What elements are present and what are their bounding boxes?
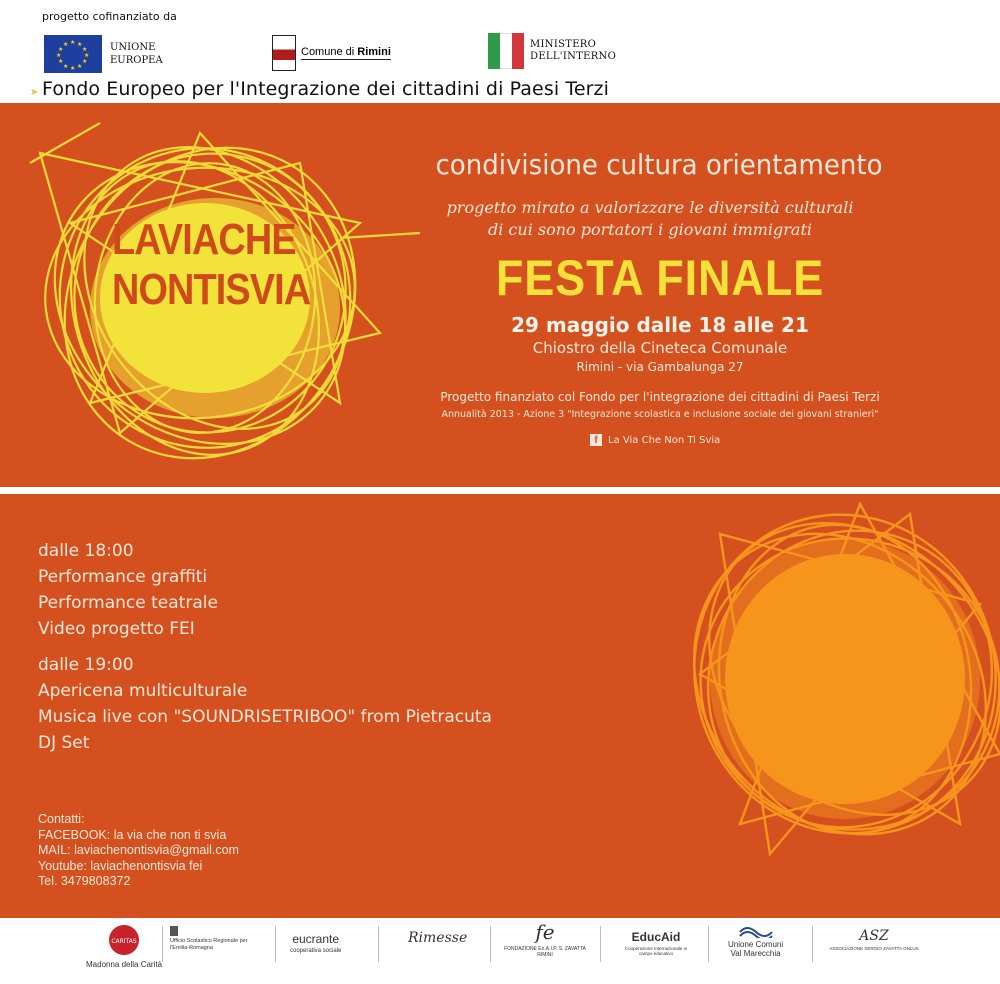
waves-icon	[738, 922, 774, 938]
annualita-note: Annualità 2013 - Azione 3 "Integrazione scolastica e inclusione sociale dei giovani stranieri"	[441, 409, 879, 420]
ministero-logo	[488, 33, 616, 69]
program-item: Performance graffiti	[38, 567, 208, 587]
contact-tel[interactable]: Tel. 3479808372	[38, 874, 131, 888]
arrow-icon: ➤	[30, 87, 39, 98]
ministero-label: MINISTERO	[530, 39, 597, 50]
fondazione-caption: FONDAZIONE En.A.I.P. S. ZAVATTA RIMINI	[504, 946, 586, 958]
ufficio-caption: Ufficio Scolastico Regionale per l'Emilia-Romagna	[170, 938, 248, 951]
ministero-label: DELL'INTERNO	[530, 51, 617, 62]
program-block-1	[38, 538, 218, 642]
orange-scribble-icon	[660, 494, 1000, 918]
emblem-icon	[170, 926, 178, 936]
eu-label: EUROPEA	[110, 55, 163, 66]
event-venue: Chiostro della Cineteca Comunale	[532, 339, 788, 357]
program-item: Video progetto FEI	[38, 619, 195, 639]
subtitle-line: di cui sono portatori i giovani immigrati	[487, 220, 813, 239]
valmarecchia-logo	[728, 922, 783, 958]
contact-facebook[interactable]: FACEBOOK: la via che non ti svia	[38, 827, 227, 842]
divider	[378, 926, 379, 962]
rimini-logo	[272, 35, 391, 71]
valmarecchia-caption: Val Marecchia	[730, 949, 781, 958]
program-panel	[0, 494, 1000, 918]
event-date: 29 maggio dalle 18 alle 21	[511, 313, 809, 337]
contact-youtube[interactable]: Youtube: laviachenontisvia fei	[38, 858, 203, 873]
asz-caption: ASSOCIAZIONE SERGIO ZAVATTA ONLUS	[829, 946, 919, 951]
logo-line: NONTISVIA	[112, 265, 311, 314]
divider	[600, 926, 601, 962]
cofinanced-label: progetto cofinanziato da	[42, 10, 177, 23]
valmarecchia-caption: Unione Comuni	[728, 940, 784, 949]
divider	[162, 926, 163, 962]
asz-logo	[826, 928, 922, 951]
divider	[708, 926, 709, 962]
program-item: Apericena multiculturale	[38, 681, 248, 701]
program-time: dalle 18:00	[38, 541, 134, 561]
divider	[275, 926, 276, 962]
logo-line: LAVIACHE	[112, 215, 296, 264]
event-address: Rimini - via Gambalunga 27	[576, 360, 744, 374]
subtitle-line: progetto mirato a valorizzare le diversità culturali	[446, 198, 854, 217]
caritas-caption: Madonna della Carità	[86, 960, 163, 969]
italian-flag-icon	[488, 33, 524, 69]
tagline: condivisione cultura orientamento	[435, 148, 883, 181]
facebook-icon: f	[590, 434, 602, 446]
divider	[812, 926, 813, 962]
facebook-link[interactable]	[590, 434, 720, 446]
rimini-label-bold: Rimini	[357, 46, 391, 58]
fund-title: Fondo Europeo per l'Integrazione dei cittadini di Paesi Terzi	[42, 78, 609, 100]
caritas-mark: CARITAS	[111, 938, 137, 945]
program-item: Performance teatrale	[38, 593, 218, 613]
fondazione-logo	[500, 920, 590, 958]
contact-mail[interactable]: MAIL: laviachenontisvia@gmail.com	[38, 843, 239, 857]
rimesse-logo	[408, 930, 467, 946]
caritas-cross-icon	[104, 922, 144, 958]
eucrante-caption: cooperativa sociale	[290, 948, 342, 954]
contacts	[38, 812, 239, 890]
ufficio-logo	[170, 926, 265, 952]
educaid-logo	[620, 930, 692, 956]
fondazione-mark: fe	[535, 920, 555, 944]
contacts-heading: Contatti:	[38, 812, 85, 826]
program-block-2	[38, 652, 492, 756]
eucrante-mark: eucrante	[292, 932, 340, 946]
divider	[490, 926, 491, 962]
eu-logo	[44, 35, 163, 73]
eu-label: UNIONE	[110, 42, 156, 53]
program-item: DJ Set	[38, 733, 90, 753]
program-time: dalle 19:00	[38, 655, 134, 675]
eucrante-logo	[290, 932, 341, 954]
subtitle	[400, 197, 900, 241]
event-title: FESTA FINALE	[495, 250, 825, 306]
rimesse-mark: Rimesse	[408, 930, 468, 946]
facebook-page-label: La Via Che Non Ti Svia	[608, 434, 721, 446]
sponsor-strip	[0, 918, 1000, 984]
rimini-crest-icon	[272, 35, 296, 71]
asz-mark: ASZ	[859, 928, 889, 944]
financed-note: Progetto finanziato col Fondo per l'integrazione dei cittadini di Paesi Terzi	[440, 390, 880, 404]
project-logo-text	[112, 215, 310, 315]
educaid-mark: EducAid	[631, 930, 681, 944]
rimini-label-prefix: Comune di	[301, 46, 358, 58]
program-item: Musica live con "SOUNDRISETRIBOO" from Pietracuta	[38, 707, 492, 727]
event-panel	[0, 103, 1000, 487]
caritas-logo	[86, 922, 162, 969]
eu-flag-icon: ★ ★ ★ ★ ★ ★ ★ ★ ★ ★ ★ ★	[44, 35, 102, 73]
educaid-caption: Cooperazione Internazionale in campo educativo	[624, 946, 688, 956]
